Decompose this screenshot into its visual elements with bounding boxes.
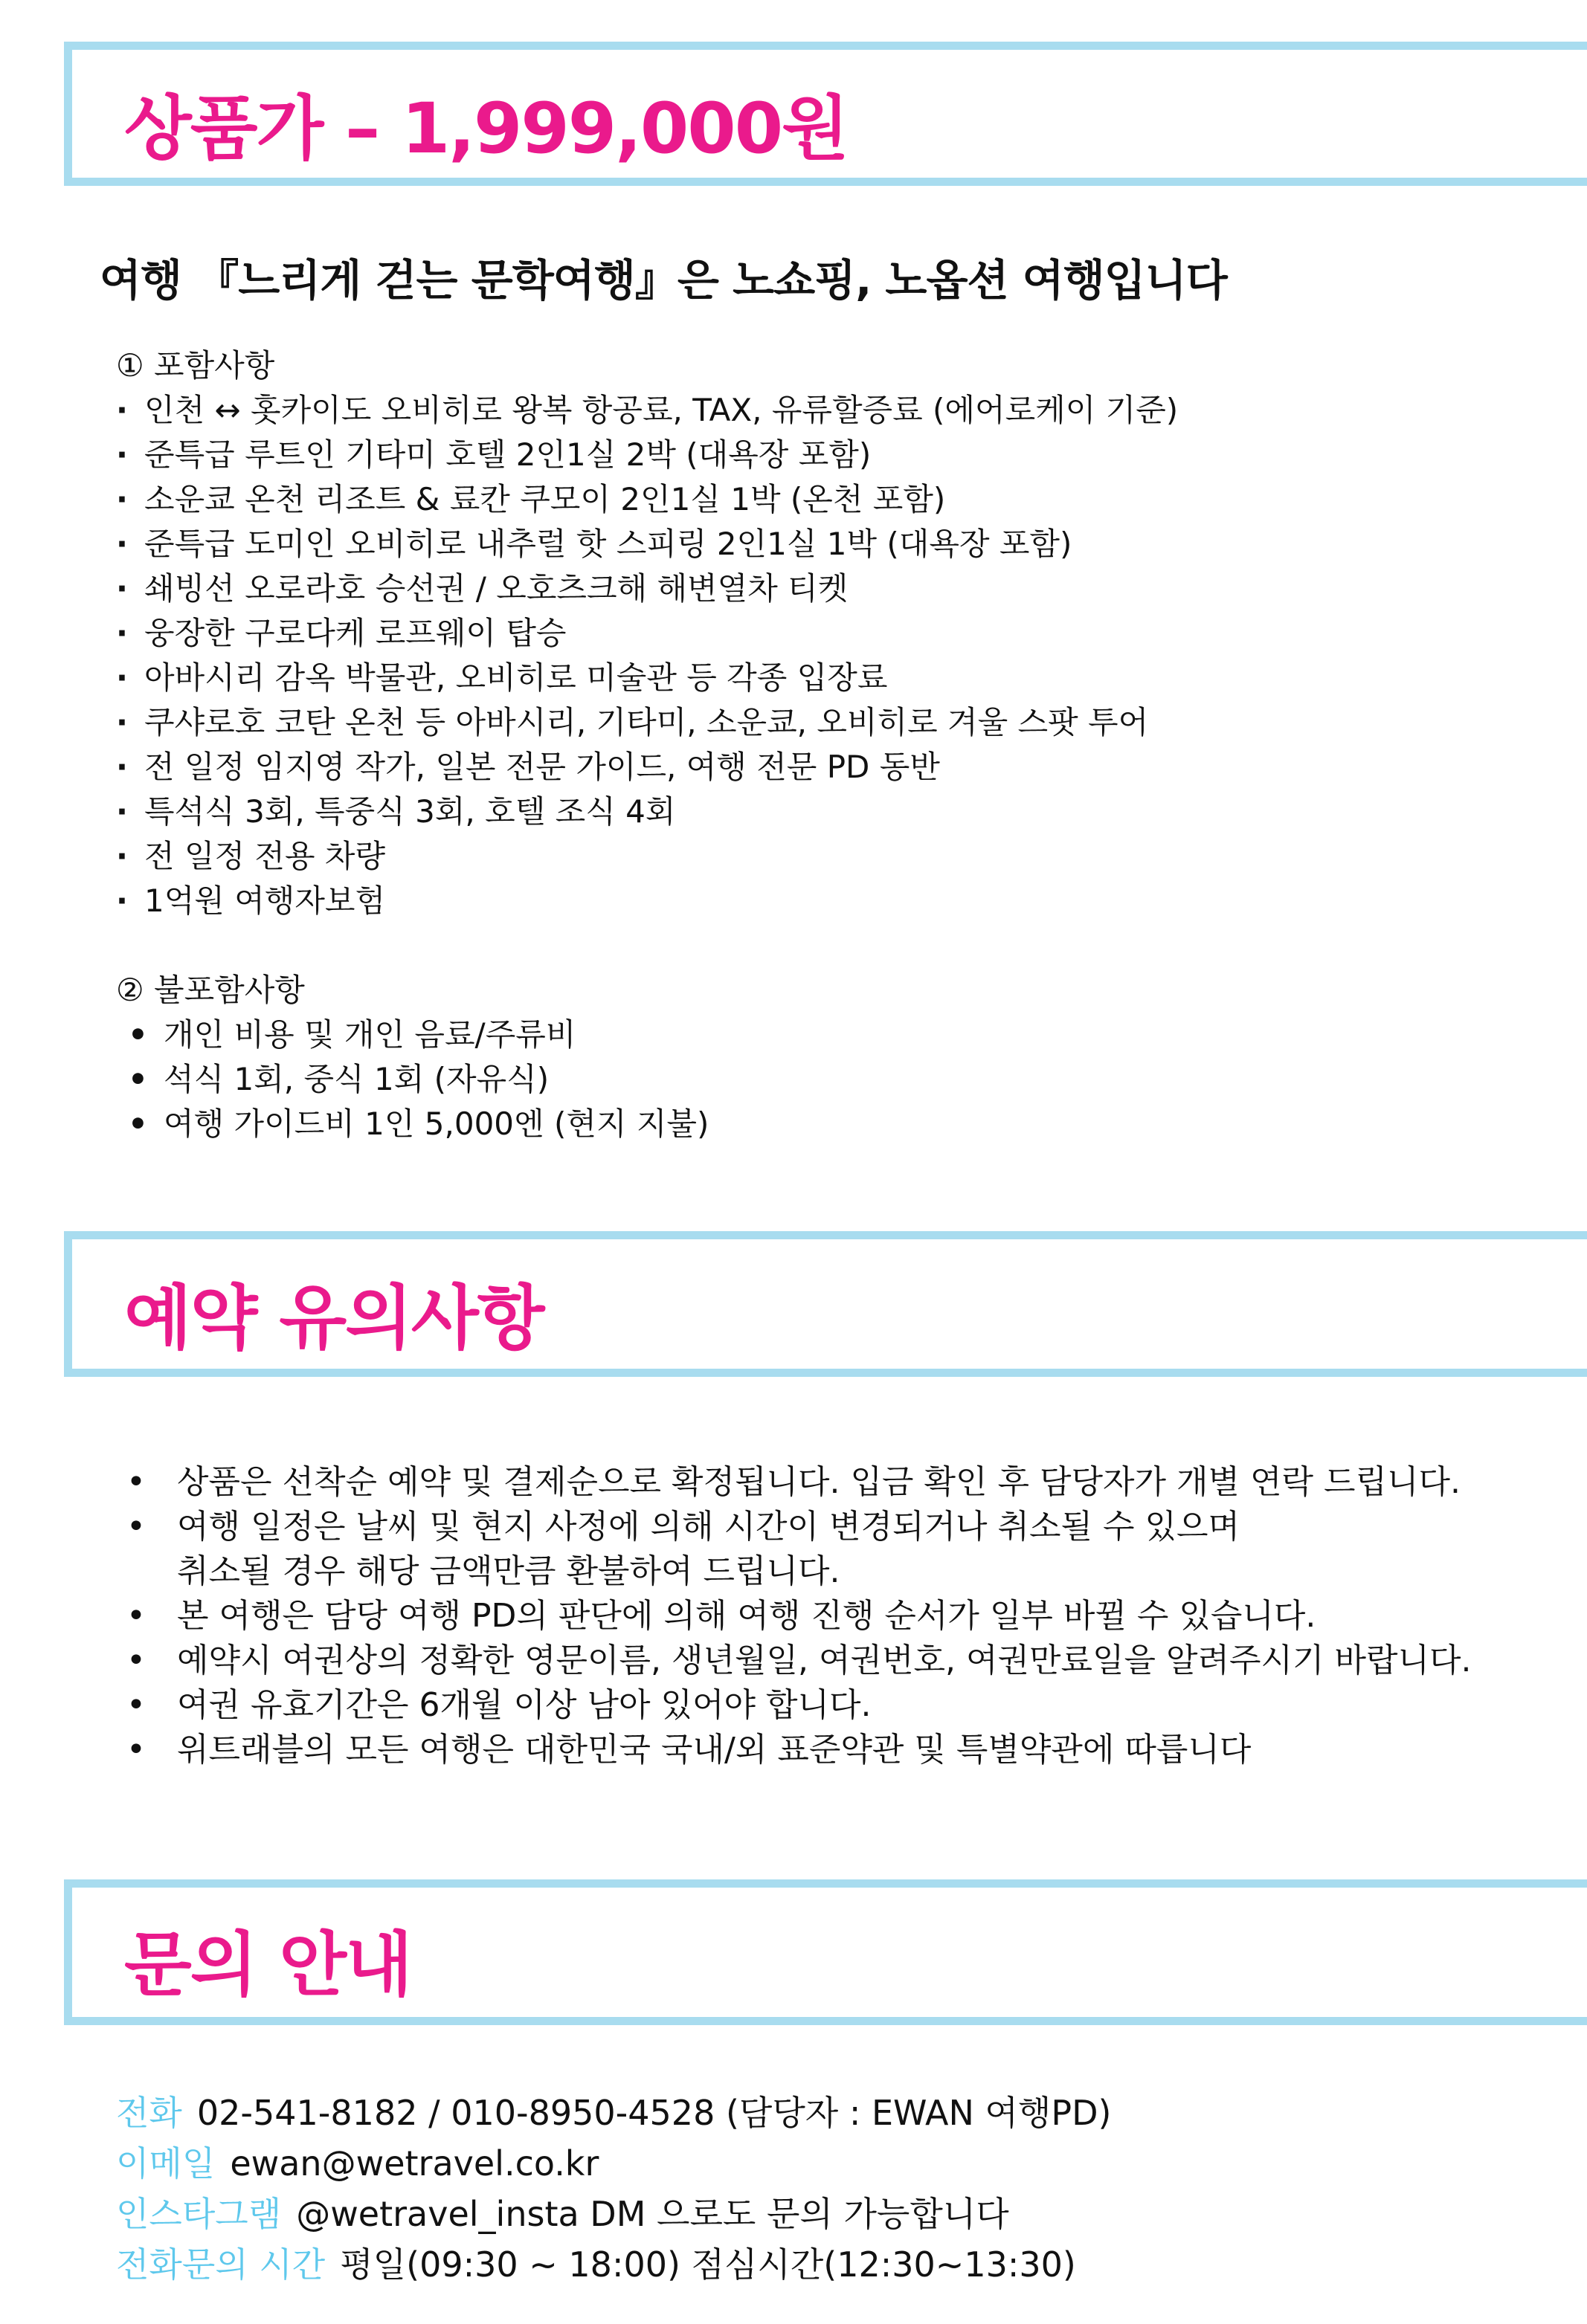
notice-text: 위트래블의 모든 여행은 대한민국 국내/외 표준약관 및 특별약관에 따릅니다 — [177, 1731, 1252, 1769]
contact-label: 전화문의 시간 — [116, 2244, 326, 2285]
contact-title: 문의 안내 — [124, 1925, 411, 2006]
list-item: · 쇄빙선 오로라호 승선권 / 오호츠크해 해변열차 티켓 — [116, 567, 1178, 611]
list-item: • 개인 비용 및 개인 음료/주류비 — [116, 1013, 709, 1057]
excluded-title: ② 불포함사항 — [116, 972, 305, 1008]
list-item: · 아바시리 감옥 박물관, 오비히로 미술관 등 각종 입장료 — [116, 656, 1178, 700]
contact-email — [116, 2138, 1111, 2189]
price-section — [64, 42, 1587, 186]
notice-text: 본 여행은 담당 여행 PD의 판단에 의해 여행 진행 순서가 일부 바뀔 수 있습니다. — [177, 1597, 1316, 1635]
notice-text: 여행 일정은 날씨 및 현지 사정에 의해 시간이 변경되거나 취소될 수 있으며 — [177, 1508, 1240, 1546]
notice-section — [64, 1231, 1587, 1377]
notice-list — [126, 1460, 1471, 1772]
phone-number[interactable]: 02-541-8182 / 010-8950-4528 (담당자 : EWAN 여행PD) — [196, 2093, 1112, 2133]
list-item: • 석식 1회, 중식 1회 (자유식) — [116, 1057, 709, 1102]
list-item: · 소운쿄 온천 리조트 & 료칸 쿠모이 2인1실 1박 (온천 포함) — [116, 477, 1178, 522]
list-item — [126, 1460, 1471, 1505]
list-item: · 웅장한 구로다케 로프웨이 탑승 — [116, 611, 1178, 656]
tour-headline: 여행 『느리게 걷는 문학여행』은 노쇼핑, 노옵션 여행입니다 — [100, 255, 1227, 306]
list-item — [126, 1683, 1471, 1728]
contact-phone — [116, 2088, 1111, 2138]
contact-label: 이메일 — [116, 2143, 216, 2183]
list-item: · 인천 ↔ 홋카이도 오비히로 왕복 항공료, TAX, 유류할증료 (에어로케이 기준) — [116, 388, 1178, 433]
price-title: 상품가 – 1,999,000원 — [124, 88, 848, 170]
excluded-list — [116, 968, 709, 1146]
contact-instagram — [116, 2189, 1111, 2239]
list-item: · 준특급 루트인 기타미 호텔 2인1실 2박 (대욕장 포함) — [116, 433, 1178, 477]
included-title: ① 포함사항 — [116, 347, 275, 384]
business-hours: 평일(09:30 ~ 18:00) 점심시간(12:30~13:30) — [340, 2244, 1076, 2285]
list-item — [126, 1728, 1471, 1772]
list-item: · 쿠샤로호 코탄 온천 등 아바시리, 기타미, 소운쿄, 오비히로 겨울 스팟 투어 — [116, 700, 1178, 745]
notice-text: 상품은 선착순 예약 및 결제순으로 확정됩니다. 입금 확인 후 담당자가 개별 연락 드립니다. — [177, 1463, 1461, 1501]
notice-title: 예약 유의사항 — [124, 1278, 544, 1359]
email-link[interactable]: ewan@wetravel.co.kr — [230, 2143, 599, 2183]
notice-text: 여권 유효기간은 6개월 이상 남아 있어야 합니다. — [177, 1686, 872, 1724]
list-item: • 여행 가이드비 1인 5,000엔 (현지 지불) — [116, 1102, 709, 1146]
list-item: · 준특급 도미인 오비히로 내추럴 핫 스피링 2인1실 1박 (대욕장 포함) — [116, 522, 1178, 567]
notice-text: 예약시 여권상의 정확한 영문이름, 생년월일, 여권번호, 여권만료일을 알려주시기 바랍니다. — [177, 1642, 1472, 1679]
instagram-handle[interactable]: @wetravel_insta DM 으로도 문의 가능합니다 — [296, 2194, 1009, 2234]
list-item: · 특석식 3회, 특중식 3회, 호텔 조식 4회 — [116, 790, 1178, 834]
contact-label: 전화 — [116, 2093, 182, 2133]
list-item: · 전 일정 전용 차량 — [116, 834, 1178, 879]
contact-hours — [116, 2239, 1111, 2290]
contact-label: 인스타그램 — [116, 2194, 282, 2234]
contact-section — [64, 1879, 1587, 2025]
list-item — [126, 1505, 1471, 1594]
list-item — [126, 1594, 1471, 1639]
list-item: · 1억원 여행자보험 — [116, 879, 1178, 923]
list-item: · 전 일정 임지영 작가, 일본 전문 가이드, 여행 전문 PD 동반 — [116, 745, 1178, 790]
list-item — [126, 1639, 1471, 1683]
included-list — [116, 343, 1178, 923]
contact-info — [116, 2088, 1111, 2290]
notice-text-continued: 취소될 경우 해당 금액만큼 환불하여 드립니다. — [177, 1552, 840, 1590]
